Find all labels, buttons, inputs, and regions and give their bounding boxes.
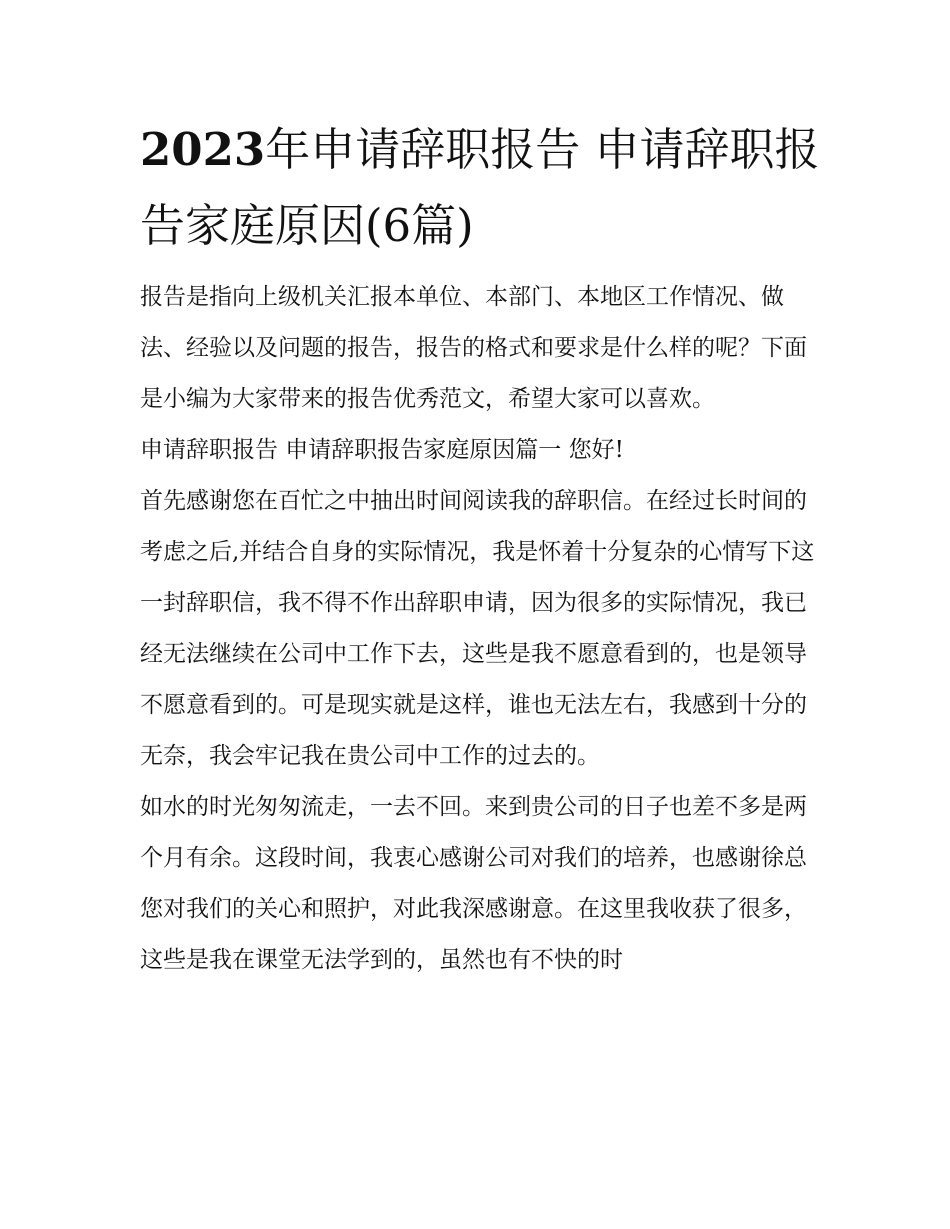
document-title xyxy=(140,112,820,264)
document-body xyxy=(140,272,820,986)
title-year: 2023 xyxy=(140,123,266,176)
title-text: 年申请辞职报告 申请辞职报告家庭原因(6篇) xyxy=(140,123,820,252)
section-heading-paragraph: 申请辞职报告 申请辞职报告家庭原因篇一 您好! xyxy=(140,437,624,463)
document-page xyxy=(140,112,820,986)
body-paragraph: 如水的时光匆匆流走，一去不回。来到贵公司的日子也差不多是两个月有余。这段时间，我衷心感谢公司对我们的培养，也感谢徐总您对我们的关心和照护，对此我深感谢意。在这里我收获了很多，这些是我在课堂无法学到的，虽然也有不快的时 xyxy=(140,794,807,973)
body-paragraph: 首先感谢您在百忙之中抽出时间阅读我的辞职信。在经过长时间的考虑之后,并结合自身的实际情况，我是怀着十分复杂的心情写下这一封辞职信，我不得不作出辞职申请，因为很多的实际情况，我已经无法继续在公司中工作下去，这些是我不愿意看到的，也是领导不愿意看到的。可是现实就是这样，谁也无法左右，我感到十分的无奈，我会牢记我在贵公司中工作的过去的。 xyxy=(140,488,815,769)
intro-paragraph: 报告是指向上级机关汇报本单位、本部门、本地区工作情况、做法、经验以及问题的报告，报告的格式和要求是什么样的呢？下面是小编为大家带来的报告优秀范文，希望大家可以喜欢。 xyxy=(140,284,807,412)
